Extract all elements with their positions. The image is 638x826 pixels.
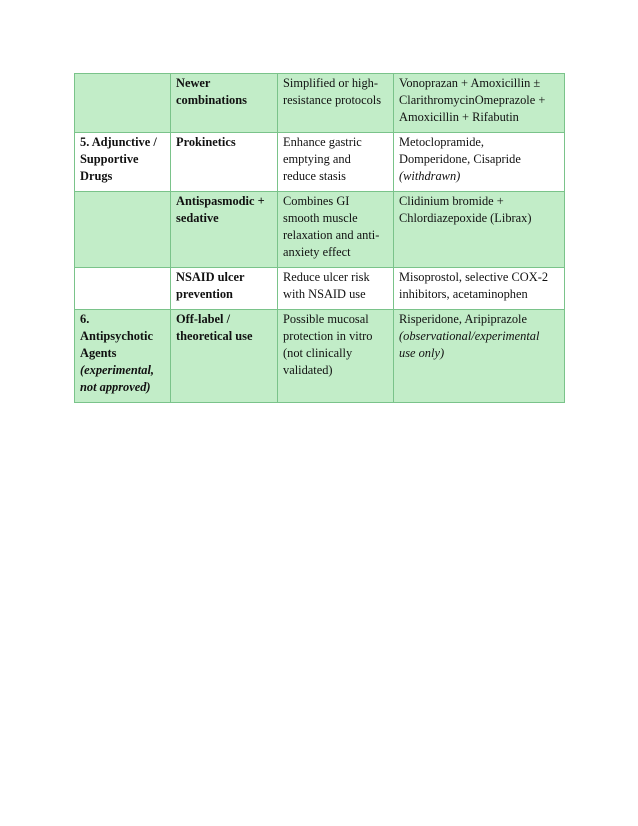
table-row — [75, 310, 565, 403]
cell-line: Simplified or high- — [283, 76, 378, 90]
cell-line: ClarithromycinOmeprazole + — [399, 93, 546, 107]
cell-line: relaxation and anti- — [283, 228, 380, 242]
table-row — [75, 74, 565, 133]
cell-line: (not clinically — [283, 346, 353, 360]
table-row — [75, 133, 565, 192]
examples-cell — [394, 192, 565, 268]
cell-line: Vonoprazan + Amoxicillin ± — [399, 76, 541, 90]
drug-classification-table — [74, 73, 565, 403]
cell-line: 6. — [80, 312, 90, 326]
subclass-cell — [171, 133, 278, 192]
cell-line: Agents — [80, 346, 117, 360]
table-row — [75, 268, 565, 310]
cell-line: Chlordiazepoxide (Librax) — [399, 211, 532, 225]
cell-line: smooth muscle — [283, 211, 358, 225]
cell-line: Risperidone, Aripiprazole — [399, 312, 528, 326]
cell-line: Reduce ulcer risk — [283, 270, 370, 284]
examples-cell — [394, 133, 565, 192]
subclass-cell — [171, 310, 278, 403]
cell-line: protection in vitro — [283, 329, 373, 343]
cell-line: NSAID ulcer — [176, 270, 245, 284]
cell-line: anxiety effect — [283, 245, 351, 259]
examples-cell — [394, 74, 565, 133]
cell-note: use only) — [399, 346, 445, 360]
cell-line: resistance protocols — [283, 93, 382, 107]
subclass-cell — [171, 192, 278, 268]
cell-line: Possible mucosal — [283, 312, 369, 326]
cell-line: Prokinetics — [176, 135, 236, 149]
cell-line: Off-label / — [176, 312, 231, 326]
category-cell — [75, 74, 171, 133]
cell-line: Newer — [176, 76, 211, 90]
category-cell — [75, 133, 171, 192]
cell-line: Metoclopramide, — [399, 135, 484, 149]
cell-line: Antipsychotic — [80, 329, 153, 343]
cell-line: prevention — [176, 287, 233, 301]
role-cell — [278, 74, 394, 133]
subclass-cell — [171, 268, 278, 310]
cell-line: inhibitors, acetaminophen — [399, 287, 528, 301]
examples-cell — [394, 268, 565, 310]
cell-line: Combines GI — [283, 194, 350, 208]
cell-note: (experimental, — [80, 363, 154, 377]
cell-line: Supportive — [80, 152, 139, 166]
cell-line: Misoprostol, selective COX-2 — [399, 270, 549, 284]
cell-line: theoretical use — [176, 329, 253, 343]
cell-line: combinations — [176, 93, 247, 107]
category-cell — [75, 268, 171, 310]
cell-note: not approved) — [80, 380, 151, 394]
cell-line: Enhance gastric — [283, 135, 362, 149]
cell-line: emptying and — [283, 152, 351, 166]
role-cell — [278, 192, 394, 268]
cell-line: Clidinium bromide + — [399, 194, 504, 208]
role-cell — [278, 310, 394, 403]
cell-line: sedative — [176, 211, 219, 225]
cell-line: Drugs — [80, 169, 113, 183]
category-cell — [75, 192, 171, 268]
cell-line: validated) — [283, 363, 333, 377]
cell-line: 5. Adjunctive / — [80, 135, 157, 149]
role-cell — [278, 268, 394, 310]
table-row — [75, 192, 565, 268]
cell-note: (observational/experimental — [399, 329, 540, 343]
category-cell — [75, 310, 171, 403]
cell-line: Domperidone, Cisapride — [399, 152, 521, 166]
cell-line: reduce stasis — [283, 169, 346, 183]
subclass-cell — [171, 74, 278, 133]
examples-cell — [394, 310, 565, 403]
role-cell — [278, 133, 394, 192]
cell-line: Antispasmodic + — [176, 194, 265, 208]
cell-line: Amoxicillin + Rifabutin — [399, 110, 519, 124]
cell-note: (withdrawn) — [399, 169, 461, 183]
cell-line: with NSAID use — [283, 287, 366, 301]
